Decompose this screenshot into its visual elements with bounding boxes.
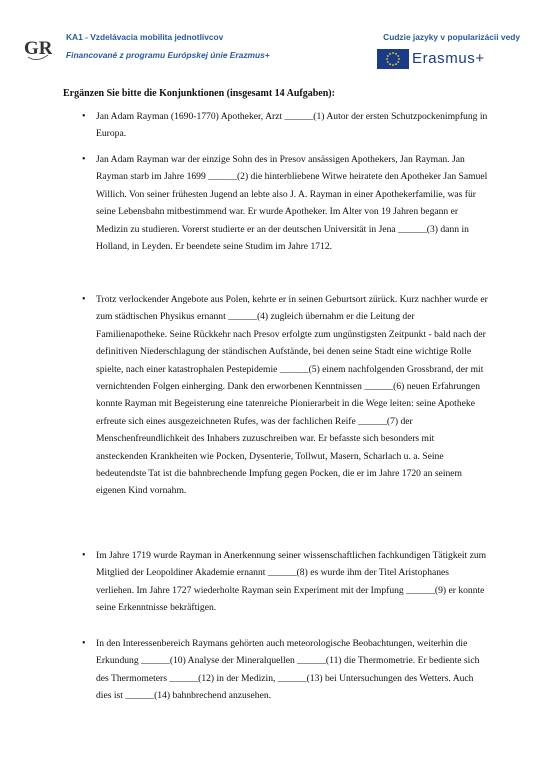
project-theme-title: Cudzie jazyky v popularizácii vedy <box>383 32 520 42</box>
paragraph-text: Jan Adam Rayman war der einzige Sohn des in Presov ansässigen Apothekers, Jan Rayman. Jan Rayman starb im Jahre 1699 ______(2) die hinterbliebene Witwe heiratete den Apotheker Jan Samuel Willich. Von seiner frühesten Jugend an lebte also J. A. Rayman in einer Apothekerfamilie, was für seine Lebensbahn mitbestimmend war. Er wurde Apotheker. Im Alter von 19 Jahren begann er Medizin zu studieren. Vorerst studierte er an der deutschen Universität in Jena ______(3) dann in Holland, in Leyden. Er beendete seine Studim im Jahre 1712. <box>96 154 488 253</box>
bullet-marker: • <box>82 550 86 561</box>
exercise-paragraph-5 <box>82 635 488 705</box>
paragraph-text: In den Interessenbereich Raymans gehörten auch meteorologische Beobachtungen, weiterhin die Erkundung ______(10) Analyse der Mineralquellen ______(11) die Thermometrie. Er bediente sich des Thermometers ______(12) in der Medizin, ______(13) bei Untersuchungen des Wetters. Auch dies ist ______(14) bahnbrechend anzusehen. <box>96 638 480 702</box>
eu-star <box>387 55 389 57</box>
paragraph-text: Im Jahre 1719 wurde Rayman in Anerkennung seiner wissenschaftlichen fachkundigen Tätigkeit zum Mitglied der Leopoldiner Akademie ernannt ______(8) es wurde ihm der Titel Aristophanes verliehen. Im Jahre 1727 wiederholte Rayman sein Experiment mit der Impfung ______(9) er konnte seine Erkenntnisse bekräftigen. <box>96 550 487 614</box>
eu-star <box>395 63 397 65</box>
eu-star <box>397 61 399 63</box>
eu-flag-icon <box>377 49 409 69</box>
project-title: KA1 - Vzdelávacia mobilita jednotlivcov <box>66 32 224 42</box>
eu-star <box>397 55 399 57</box>
funding-subtitle: Financované z programu Európskej únie Erazmus+ <box>66 50 270 60</box>
exercise-paragraph-2 <box>82 151 488 255</box>
bullet-marker: • <box>82 294 86 305</box>
eu-star <box>392 64 394 66</box>
exercise-paragraph-1 <box>82 108 488 143</box>
eu-star <box>387 61 389 63</box>
paragraph-text: Trotz verlockender Angebote aus Polen, kehrte er in seinen Geburtsort zürück. Kurz nachher wurde er zum städtischen Physikus ernannt ______(4) zugleich übernahm er die Leitung der Familienapotheke. Seine Rückkehr nach Presov erfolgte zum ungünstigsten Zeitpunkt - bald nach der definitiven Niederschlagung der ständischen Aufstände, bei denen seine Stadt eine wichtige Rolle spielte, nach einer katastrophalen Pestepidemie ______(5) einem nachfolgenden Grossbrand, der mit vernichtenden Folgen einherging. Dank den erworbenen Kenntnissen ______(6) neuen Erfahrungen konnte Rayman mit Begeisterung eine tatenreiche Pionierarbeit in die Wege leiten: seine Apotheke erfreute sich eines ausgezeichneten Rufes, was der fachlichen Reife ______(7) der Menschenfreundlichkeit des Inhabers zuzuschreiben war. Er befasste sich besonders mit ansteckenden Krankheiten wie Pocken, Dysenterie, Tollwut, Masern, Scharlach u. a. Seine bedeutendste Tat ist die bahnbrechende Impfung gegen Pocken, die er im Jahre 1720 an seinem eigenen Kind vornahm. <box>96 294 488 497</box>
exercise-paragraph-4 <box>82 547 488 617</box>
erasmus-logo: Erasmus+ <box>412 50 485 67</box>
exercise-paragraph-3 <box>82 291 488 500</box>
bullet-marker: • <box>82 638 86 649</box>
eu-star <box>398 58 400 60</box>
eu-star <box>386 58 388 60</box>
bullet-marker: • <box>82 154 86 165</box>
paragraph-text: Jan Adam Rayman (1690-1770) Apotheker, Arzt ______(1) Autor der ersten Schutzpockenimpfung in Europa. <box>96 111 488 140</box>
exercise-heading: Ergänzen Sie bitte die Konjunktionen (insgesamt 14 Aufgaben): <box>63 88 335 99</box>
gr-logo <box>22 33 52 63</box>
bullet-marker: • <box>82 111 86 122</box>
eu-star <box>389 53 391 55</box>
eu-star <box>392 52 394 54</box>
eu-star <box>395 53 397 55</box>
svg-text:GR: GR <box>24 38 52 59</box>
eu-star <box>389 63 391 65</box>
